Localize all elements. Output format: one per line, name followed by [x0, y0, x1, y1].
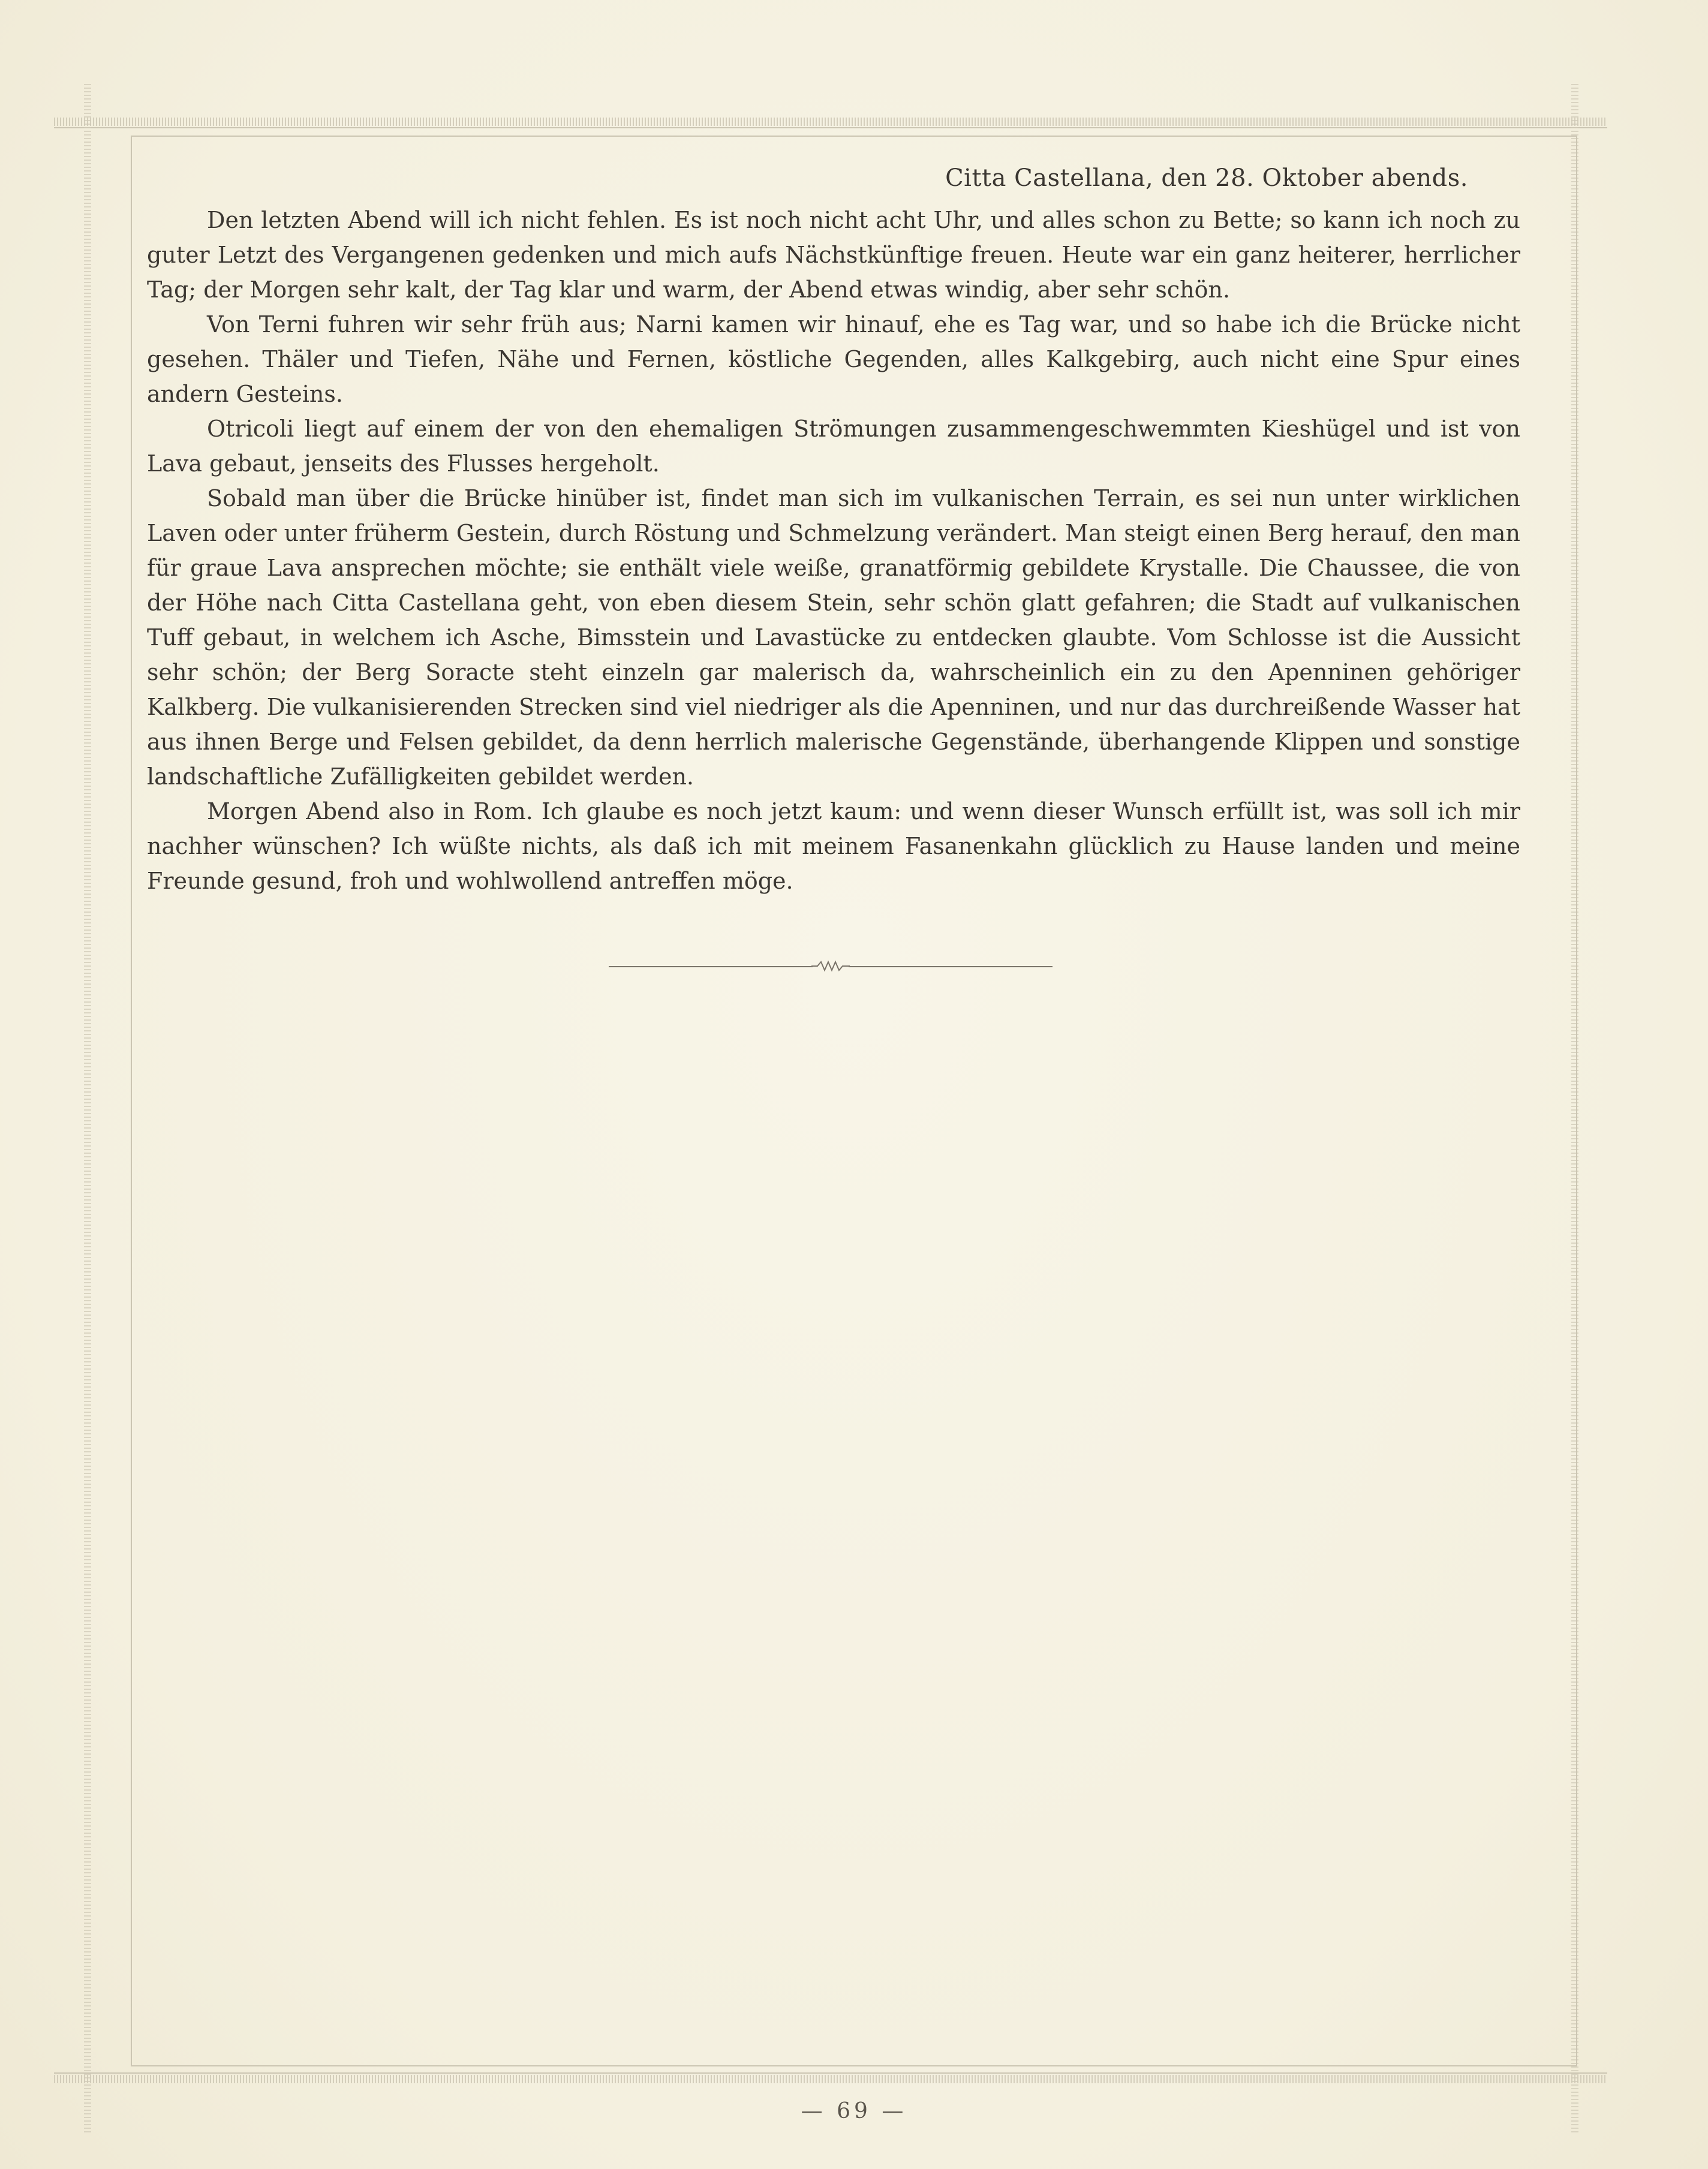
paragraph: Von Terni fuhren wir sehr früh aus; Narni kamen wir hinauf, ehe es Tag war, und so habe ich die Brücke nicht gesehen. Thäler und Tiefen, Nähe und Fernen, köstliche Gegenden, alles Kalkgebirg, auch nicht eine Spur eines andern Gesteins. — [147, 311, 1520, 407]
wave-ornament-icon — [811, 957, 850, 975]
right-border-rule — [1571, 84, 1578, 2135]
inner-bottom-line — [131, 2065, 1576, 2066]
divider-line-left — [609, 966, 813, 967]
ornamental-divider — [609, 957, 1053, 975]
paragraph: Morgen Abend also in Rom. Ich glaube es noch jetzt kaum: und wenn dieser Wunsch erfüllt ist, was soll ich mir nachher wünschen? Ich wüßte nichts, als daß ich mit meinem Fasanenkahn glücklich zu Hause landen und meine Freunde gesund, froh und wohlwollend antreffen möge. — [147, 798, 1520, 894]
bottom-border-line — [54, 2072, 1607, 2074]
paragraph: Den letzten Abend will ich nicht fehlen. Es ist noch nicht acht Uhr, und alles schon zu Bette; so kann ich noch zu guter Letzt des Vergangenen gedenken und mich aufs Nächstkünftige freuen. Heute war ein ganz heiterer, herrlicher Tag; der Morgen sehr kalt, der Tag klar und warm, der Abend etwas windig, aber sehr schön. — [147, 207, 1520, 303]
body-text — [147, 203, 1520, 898]
divider-line-right — [849, 966, 1053, 967]
right-inner-line — [1576, 136, 1577, 2066]
inner-top-line — [131, 136, 1576, 137]
left-border-rule — [84, 84, 91, 2135]
top-border-line — [54, 127, 1607, 128]
top-border-rule — [54, 118, 1607, 126]
bottom-border-rule — [54, 2075, 1607, 2083]
left-inner-line — [131, 136, 132, 2066]
dateline: Citta Castellana, den 28. Oktober abends. — [945, 164, 1468, 192]
paragraph: Otricoli liegt auf einem der von den ehemaligen Strömungen zusammengeschwemmten Kieshügel und ist von Lava gebaut, jenseits des Flusses hergeholt. — [147, 416, 1520, 477]
paragraph: Sobald man über die Brücke hinüber ist, findet man sich im vulkanischen Terrain, es sei nun unter wirklichen Laven oder unter früherm Gestein, durch Röstung und Schmelzung verändert. Man steigt einen Berg herauf, den man für graue Lava ansprechen möchte; sie enthält viele weiße, granatförmig gebildete Krystalle. Die Chaussee, die von der Höhe nach Citta Castellana geht, von eben diesem Stein, sehr schön glatt gefahren; die Stadt auf vulkanischen Tuff gebaut, in welchem ich Asche, Bimsstein und Lavastücke zu entdecken glaubte. Vom Schlosse ist die Aussicht sehr schön; der Berg Soracte steht einzeln gar malerisch da, wahrscheinlich ein zu den Apenninen gehöriger Kalkberg. Die vulkanisierenden Strecken sind viel niedriger als die Apenninen, und nur das durchreißende Wasser hat aus ihnen Berge und Felsen gebildet, da denn herrlich malerische Gegenstände, überhangende Klippen und sonstige landschaftliche Zufälligkeiten gebildet werden. — [147, 485, 1520, 790]
page-number: — 69 — — [801, 2099, 907, 2123]
